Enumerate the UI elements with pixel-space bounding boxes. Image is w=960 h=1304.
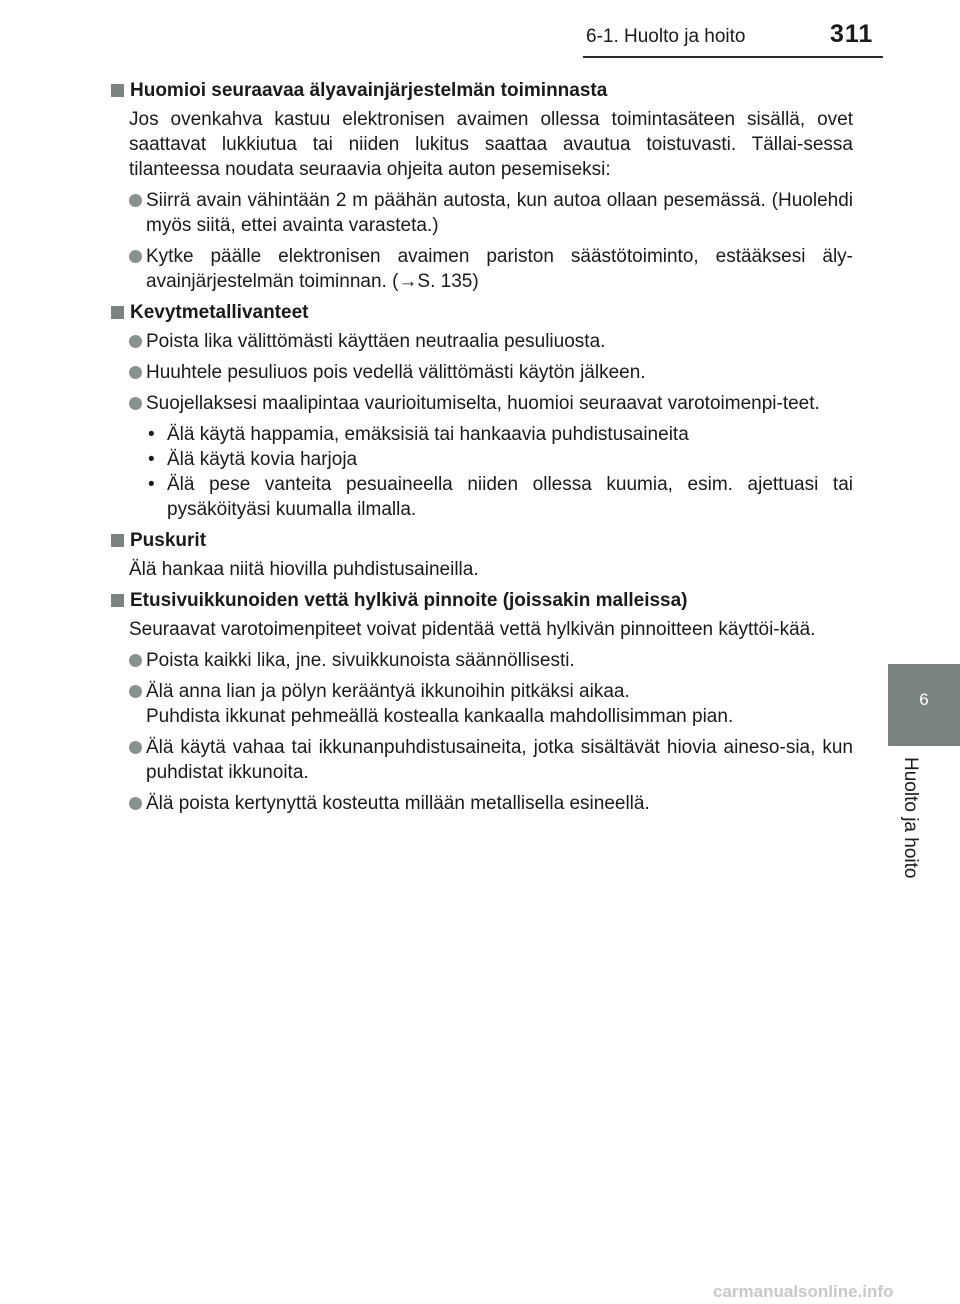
list-item-line: Älä anna lian ja pölyn kerääntyä ikkunoihin pitkäksi aikaa. xyxy=(146,681,630,702)
square-bullet-icon xyxy=(111,84,124,97)
round-bullet-icon xyxy=(129,654,142,667)
list-item xyxy=(111,329,853,354)
list-item-text: Poista kaikki lika, jne. sivuikkunoista säännöllisesti. xyxy=(146,650,575,671)
list-item-text: Huuhtele pesuliuos pois vedellä välittömästi käytön jälkeen. xyxy=(146,362,646,383)
list-item xyxy=(111,735,853,785)
list-item xyxy=(111,391,853,416)
list-item-text: Suojellaksesi maalipintaa vaurioitumiselta, huomioi seuraavat varotoimenpi-teet. xyxy=(146,393,820,414)
list-item xyxy=(111,188,853,238)
round-bullet-icon xyxy=(129,397,142,410)
chapter-tab[interactable] xyxy=(888,664,960,746)
sub-list-item-text: Älä käytä happamia, emäksisiä tai hankaavia puhdistusaineita xyxy=(167,424,689,445)
chapter-side-label: Huolto ja hoito xyxy=(900,757,921,879)
list-item xyxy=(111,244,853,294)
list-item xyxy=(111,791,853,816)
section-heading xyxy=(111,588,853,613)
list-item-text: Poista lika välittömästi käyttäen neutraalia pesuliuosta. xyxy=(146,331,606,352)
sub-list-item-text: Älä pese vanteita pesuaineella niiden ollessa kuumia, esim. ajettuasi tai pysäköityäsi kuumalla ilmalla. xyxy=(167,474,853,520)
list-item xyxy=(111,648,853,673)
list-item-text: Siirrä avain vähintään 2 m päähän autosta, kun autoa ollaan pesemässä. (Huolehdi myös siitä, ettei avainta varasteta.) xyxy=(146,190,853,236)
section-heading-text: Puskurit xyxy=(130,530,207,551)
small-dot-icon: • xyxy=(148,474,155,495)
round-bullet-icon xyxy=(129,797,142,810)
small-dot-icon: • xyxy=(148,449,155,470)
square-bullet-icon xyxy=(111,306,124,319)
sub-list-item xyxy=(111,472,853,522)
list-item xyxy=(111,679,853,729)
round-bullet-icon xyxy=(129,194,142,207)
sub-list-item-text: Älä käytä kovia harjoja xyxy=(167,449,358,470)
page-number: 311 xyxy=(830,20,874,48)
sub-list-item xyxy=(111,422,853,447)
round-bullet-icon xyxy=(129,685,142,698)
list-item xyxy=(111,360,853,385)
section-intro: Seuraavat varotoimenpiteet voivat pidentää vettä hylkivän pinnoitteen käyttöi-kää. xyxy=(129,619,816,640)
header-section-title: 6-1. Huolto ja hoito xyxy=(586,26,746,47)
section-heading xyxy=(111,528,853,553)
sub-list xyxy=(111,422,853,522)
chapter-number: 6 xyxy=(919,690,929,709)
list-item-text: Kytke päälle elektronisen avaimen pariston säästötoiminto, estääksesi äly-avainjärjestelmän toiminnan. (→S. 135) xyxy=(146,246,853,292)
list-item-text xyxy=(146,679,853,729)
page-content xyxy=(111,72,853,822)
section-heading xyxy=(111,300,853,325)
list-item-text: Älä poista kertynyttä kosteutta millään metallisella esineellä. xyxy=(146,793,650,814)
square-bullet-icon xyxy=(111,594,124,607)
section-intro: Jos ovenkahva kastuu elektronisen avaimen ollessa toimintasäteen sisällä, ovet saattavat lukkiutua tai niiden lukitus saattaa avautua toistuvasti. Tällai-sessa tilanteessa noudata seuraavia ohjeita auton pesemiseksi: xyxy=(129,109,853,180)
section-heading-text: Huomioi seuraavaa älyavainjärjestelmän toiminnasta xyxy=(130,80,608,101)
section-intro: Älä hankaa niitä hiovilla puhdistusaineilla. xyxy=(129,559,479,580)
section-heading-text: Etusivuikkunoiden vettä hylkivä pinnoite (joissakin malleissa) xyxy=(130,590,688,611)
small-dot-icon: • xyxy=(148,424,155,445)
round-bullet-icon xyxy=(129,250,142,263)
header-divider xyxy=(583,56,883,58)
round-bullet-icon xyxy=(129,335,142,348)
sub-list-item xyxy=(111,447,853,472)
watermark: carmanualsonline.info xyxy=(713,1282,894,1301)
section-heading-text: Kevytmetallivanteet xyxy=(130,302,309,323)
list-item-text: Älä käytä vahaa tai ikkunanpuhdistusaineita, jotka sisältävät hiovia aineso-sia, kun puhdistat ikkunoita. xyxy=(146,737,853,783)
section-heading xyxy=(111,78,853,103)
round-bullet-icon xyxy=(129,741,142,754)
round-bullet-icon xyxy=(129,366,142,379)
square-bullet-icon xyxy=(111,534,124,547)
list-item-line: Puhdista ikkunat pehmeällä kostealla kankaalla mahdollisimman pian. xyxy=(146,706,734,727)
